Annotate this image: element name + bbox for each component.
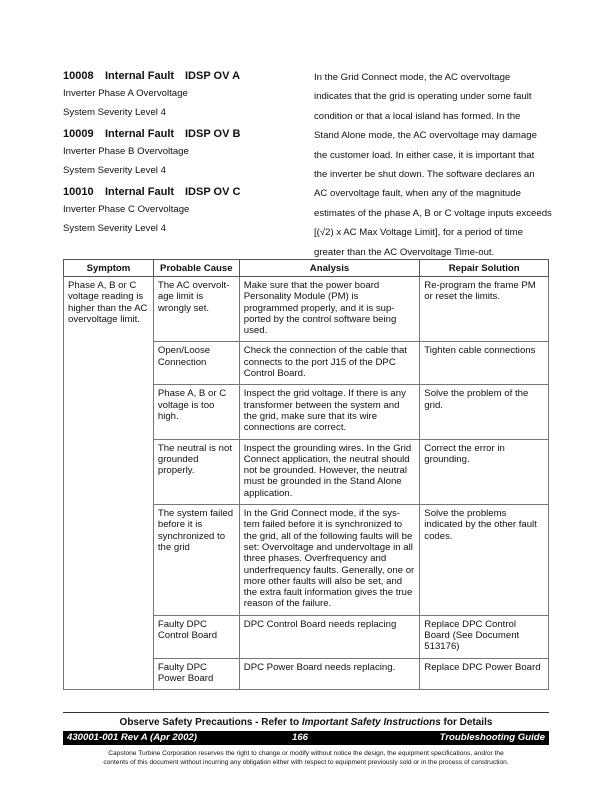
intro-line: Stand Alone mode, the AC overvoltage may damage: [314, 130, 537, 142]
fault-heading: [63, 128, 298, 140]
intro-line: [(√2) x AC Max Voltage Limit], for a period of time: [314, 227, 523, 239]
intro-line: greater than the AC Overvoltage Time-out.: [314, 246, 495, 258]
safety-link-text: Important Safety Instructions: [301, 717, 441, 728]
solution-cell: Correct the error in grounding.: [420, 439, 549, 504]
fault-name: Internal Fault: [105, 70, 175, 82]
analysis-cell: Check the connection of the cable that connects to the port J15 of the DPC Control Board.: [239, 342, 420, 385]
guide-title: Troubleshooting Guide: [439, 732, 545, 743]
cause-cell: The AC overvolt-age limit is wrongly set.: [153, 277, 239, 342]
cause-cell: Phase A, B or C voltage is too high.: [153, 385, 239, 439]
analysis-cell: DPC Power Board needs replacing.: [239, 658, 420, 690]
fault-description: Inverter Phase B Overvoltage: [63, 146, 189, 157]
intro-line: indicates that the grid is operating under some fault: [314, 91, 532, 103]
intro-line: estimates of the phase A, B or C voltage inputs exceeds: [314, 207, 552, 219]
intro-line: AC overvoltage fault, when any of the magnitude: [314, 188, 521, 200]
solution-cell: Solve the problems indicated by the other fault codes.: [420, 505, 549, 616]
solution-cell: Replace DPC Control Board (See Document 513176): [420, 615, 549, 658]
fault-id: IDSP OV C: [185, 186, 241, 198]
fault-id: IDSP OV A: [185, 70, 241, 82]
fault-list: [63, 70, 298, 244]
cause-cell: Faulty DPC Control Board: [153, 615, 239, 658]
doc-id: 430001-001 Rev A (Apr 2002): [67, 732, 197, 743]
intro-line: the customer load. In either case, it is important that: [314, 149, 535, 161]
disclaimer-line: Capstone Turbine Corporation reserves the right to change or modify without notice the design, the equipment specifications, and/or the: [108, 750, 504, 757]
footer-bar: [63, 731, 549, 745]
fault-heading: [63, 186, 298, 198]
safety-notice: [63, 717, 549, 728]
fault-name: Internal Fault: [105, 186, 175, 198]
fault-severity: System Severity Level 4: [63, 165, 166, 176]
header-analysis: Analysis: [239, 260, 420, 277]
cause-cell: Faulty DPC Power Board: [153, 658, 239, 690]
table-header-row: [64, 260, 549, 277]
analysis-cell: DPC Control Board needs replacing: [239, 615, 420, 658]
intro-line: In the Grid Connect mode, the AC overvoltage: [314, 72, 511, 83]
cause-cell: The system failed before it is synchronized to the grid: [153, 505, 239, 616]
safety-suffix: for Details: [440, 717, 493, 728]
header-cause: Probable Cause: [153, 260, 239, 277]
symptom-cell: Phase A, B or C voltage reading is higher than the AC overvoltage limit.: [64, 277, 154, 690]
fault-heading: [63, 70, 298, 82]
cause-cell: The neutral is not grounded properly.: [153, 439, 239, 504]
page-number: 166: [292, 732, 309, 743]
fault-entry: [63, 128, 298, 176]
analysis-cell: Inspect the grounding wires. In the Grid Connect application, the neutral should not be grounded. However, the neutral must be grounded in the Stand Alone application.: [239, 439, 420, 504]
header-symptom: Symptom: [64, 260, 154, 277]
disclaimer: [63, 749, 549, 767]
fault-entry: [63, 186, 298, 234]
solution-cell: Solve the problem of the grid.: [420, 385, 549, 439]
analysis-cell: Make sure that the power board Personality Module (PM) is programmed properly, and it is sup-ported by the control software being used.: [239, 277, 420, 342]
fault-code: 10010: [63, 186, 94, 198]
solution-cell: Tighten cable connections: [420, 342, 549, 385]
solution-cell: Re-program the frame PM or reset the limits.: [420, 277, 549, 342]
fault-code: 10008: [63, 70, 94, 82]
header-solution: Repair Solution: [420, 260, 549, 277]
troubleshooting-table: [63, 259, 549, 690]
analysis-cell: In the Grid Connect mode, if the sys-tem failed before it is synchronized to the grid, all of the following faults will be set: Overvoltage and undervoltage in all three phases. Overfrequency and underfrequency faults. Generally, one or more other faults will also be set, and the extra fault information gives the true reason of the failure.: [239, 505, 420, 616]
intro-line: condition or that a local island has formed. In the: [314, 110, 521, 122]
fault-severity: System Severity Level 4: [63, 223, 166, 234]
fault-entry: [63, 70, 298, 118]
table-row: [64, 277, 549, 342]
cause-cell: Open/Loose Connection: [153, 342, 239, 385]
solution-cell: Replace DPC Power Board: [420, 658, 549, 690]
fault-severity: System Severity Level 4: [63, 107, 166, 118]
fault-description: Inverter Phase A Overvoltage: [63, 88, 188, 99]
fault-name: Internal Fault: [105, 128, 175, 140]
footer-rule: [63, 712, 549, 713]
safety-prefix: Observe Safety Precautions - Refer to: [119, 717, 302, 728]
intro-paragraph: [314, 68, 554, 262]
fault-description: Inverter Phase C Overvoltage: [63, 204, 190, 215]
analysis-cell: Inspect the grid voltage. If there is any transformer between the system and the grid, make sure that its wire connections are correct.: [239, 385, 420, 439]
fault-id: IDSP OV B: [185, 128, 241, 140]
fault-code: 10009: [63, 128, 94, 140]
disclaimer-line: contents of this document without incurring any obligation either with respect to equipment previously sold or in the process of construction.: [103, 759, 509, 766]
intro-line: the inverter be shut down. The software declares an: [314, 169, 535, 181]
